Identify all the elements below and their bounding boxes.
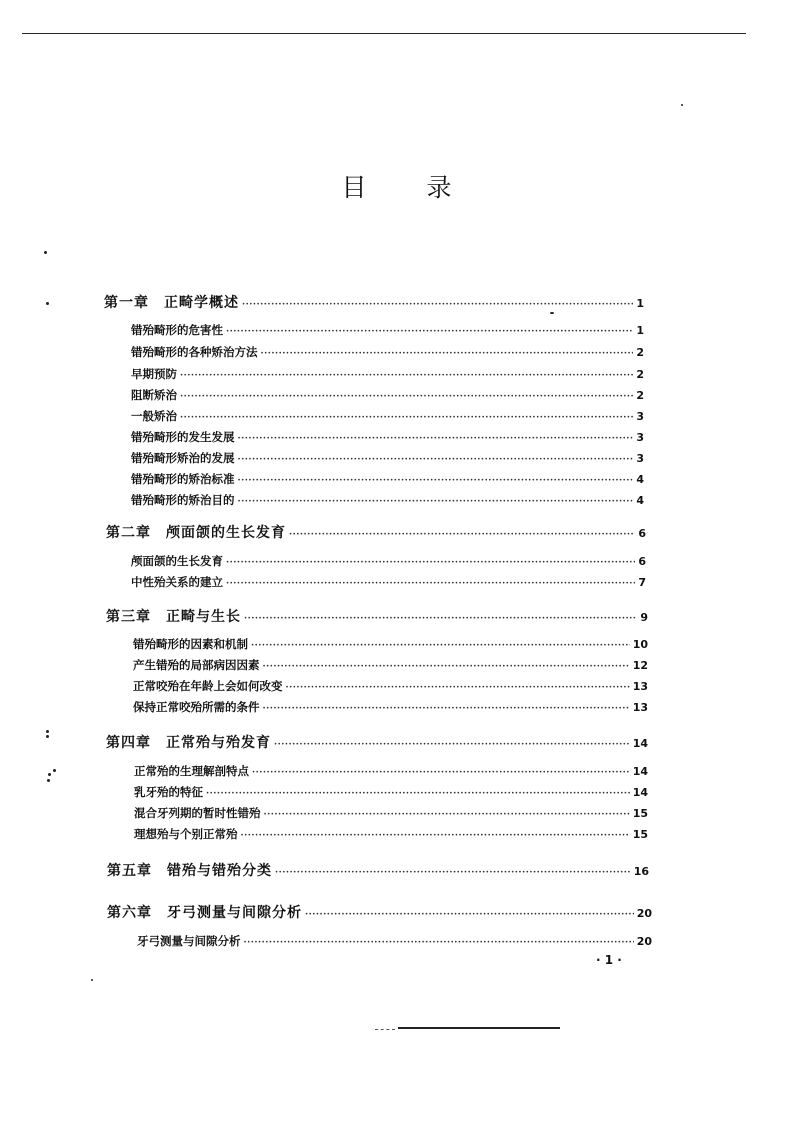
toc-section[interactable] [133,678,648,694]
toc-label: 第二章 颅面颌的生长发育 [106,525,286,541]
toc-label: 错殆畸形的矫治目的 [131,493,235,507]
toc-label: 第一章 正畸学概述 [104,295,239,311]
toc-label: 产生错殆的局部病因因素 [133,658,260,672]
toc-section[interactable] [131,408,644,424]
leader-dots [244,938,634,948]
leader-dots [180,371,633,381]
toc-chapter-2[interactable] [106,522,646,542]
toc-section[interactable] [131,429,644,445]
toc-label: 理想殆与个别正常殆 [134,827,238,841]
toc-page: 12 [632,659,648,672]
toc-page: 15 [632,807,648,820]
toc-section[interactable] [133,636,648,652]
toc-label: 第四章 正常殆与殆发育 [106,735,271,751]
toc-label: 早期预防 [131,367,177,381]
toc-label: 保持正常咬殆所需的条件 [133,700,260,714]
toc-label: 乳牙殆的特征 [134,785,203,799]
scan-speck [46,730,49,733]
toc-label: 一般矫治 [131,409,177,423]
toc-page: 7 [638,576,646,589]
leader-dots [226,579,635,589]
toc-page: 6 [638,527,646,540]
toc-label: 第三章 正畸与生长 [106,609,241,625]
leader-dots [275,868,631,878]
leader-dots [238,434,634,444]
toc-section[interactable] [134,805,648,821]
toc-label: 混合牙列期的暂时性错殆 [134,806,261,820]
toc-label: 错殆畸形的危害性 [131,323,223,337]
scan-speck [53,769,56,772]
scan-speck [91,979,93,981]
leader-dots [252,768,630,778]
toc-page: 3 [636,410,644,423]
toc-page: 9 [640,611,648,624]
toc-label: 正常殆的生理解剖特点 [134,764,249,778]
toc-label: 错殆畸形矫治的发展 [131,451,235,465]
toc-section[interactable] [131,492,644,508]
top-rule [22,33,746,34]
toc-section[interactable] [131,574,646,590]
toc-chapter-4[interactable] [106,732,648,752]
page-number: · 1 · [596,953,622,967]
leader-dots [226,327,633,337]
toc-label: 错殆畸形的发生发展 [131,430,235,444]
leader-dots [206,789,630,799]
leader-dots [251,641,630,651]
toc-section[interactable] [133,699,648,715]
bottom-rule [398,1027,560,1029]
toc-label: 颅面颌的生长发育 [131,554,223,568]
toc-chapter-5[interactable] [107,860,649,880]
toc-page: 4 [636,473,644,486]
leader-dots [264,810,630,820]
toc-page: 4 [636,494,644,507]
toc-chapter-6[interactable] [107,902,652,922]
toc-section[interactable] [134,784,648,800]
scan-speck [550,312,554,314]
leader-dots [238,476,634,486]
toc-label: 错殆畸形的矫治标准 [131,472,235,486]
scan-speck [46,302,49,305]
toc-page: 13 [632,701,648,714]
toc-section[interactable] [131,387,644,403]
toc-page: 15 [632,828,648,841]
leader-dots [238,497,634,507]
toc-section[interactable] [131,450,644,466]
toc-section[interactable] [131,553,646,569]
toc-label: 中性殆关系的建立 [131,575,223,589]
toc-label: 牙弓测量与间隙分析 [137,934,241,948]
scan-speck [47,779,50,782]
toc-label: 阻断矫治 [131,388,177,402]
leader-dots [226,558,635,568]
bottom-rule-dash [375,1029,395,1030]
toc-page: 20 [636,907,652,920]
leader-dots [286,683,630,693]
toc-label: 第五章 错殆与错殆分类 [107,863,272,879]
toc-page: 10 [632,638,648,651]
leader-dots [274,740,630,750]
leader-dots [242,300,633,310]
toc-section[interactable] [131,366,644,382]
toc-page: 3 [636,452,644,465]
leader-dots [263,662,630,672]
toc-page: 3 [636,431,644,444]
leader-dots [241,831,630,841]
toc-page: 2 [636,368,644,381]
toc-label: 错殆畸形的各种矫治方法 [131,345,258,359]
leader-dots [244,614,637,624]
toc-page: 13 [632,680,648,693]
toc-page: 16 [633,865,649,878]
leader-dots [238,455,634,465]
toc-section[interactable] [131,344,644,360]
scan-speck [44,251,47,254]
toc-page: 20 [636,935,652,948]
toc-section[interactable] [134,763,648,779]
toc-section[interactable] [131,471,644,487]
toc-section[interactable] [131,322,644,338]
leader-dots [289,530,635,540]
scan-speck [48,773,51,776]
toc-chapter-1[interactable] [104,292,644,312]
toc-section[interactable] [134,826,648,842]
scan-speck [46,735,49,738]
leader-dots [263,704,630,714]
leader-dots [180,413,633,423]
toc-label: 第六章 牙弓测量与间隙分析 [107,905,302,921]
leader-dots [305,910,634,920]
toc-page: 14 [632,765,648,778]
toc-page: 1 [636,324,644,337]
scan-speck [681,104,683,106]
toc-label: 正常咬殆在年龄上会如何改变 [133,679,283,693]
toc-page: 14 [632,737,648,750]
toc-section[interactable] [137,933,652,949]
toc-section[interactable] [133,657,648,673]
toc-chapter-3[interactable] [106,606,648,626]
page-title: 目 录 [341,173,478,202]
toc-label: 错殆畸形的因素和机制 [133,637,248,651]
toc-page: 1 [636,297,644,310]
toc-page: 14 [632,786,648,799]
leader-dots [180,392,633,402]
leader-dots [261,349,634,359]
toc-page: 6 [638,555,646,568]
toc-page: 2 [636,389,644,402]
toc-page: 2 [636,346,644,359]
